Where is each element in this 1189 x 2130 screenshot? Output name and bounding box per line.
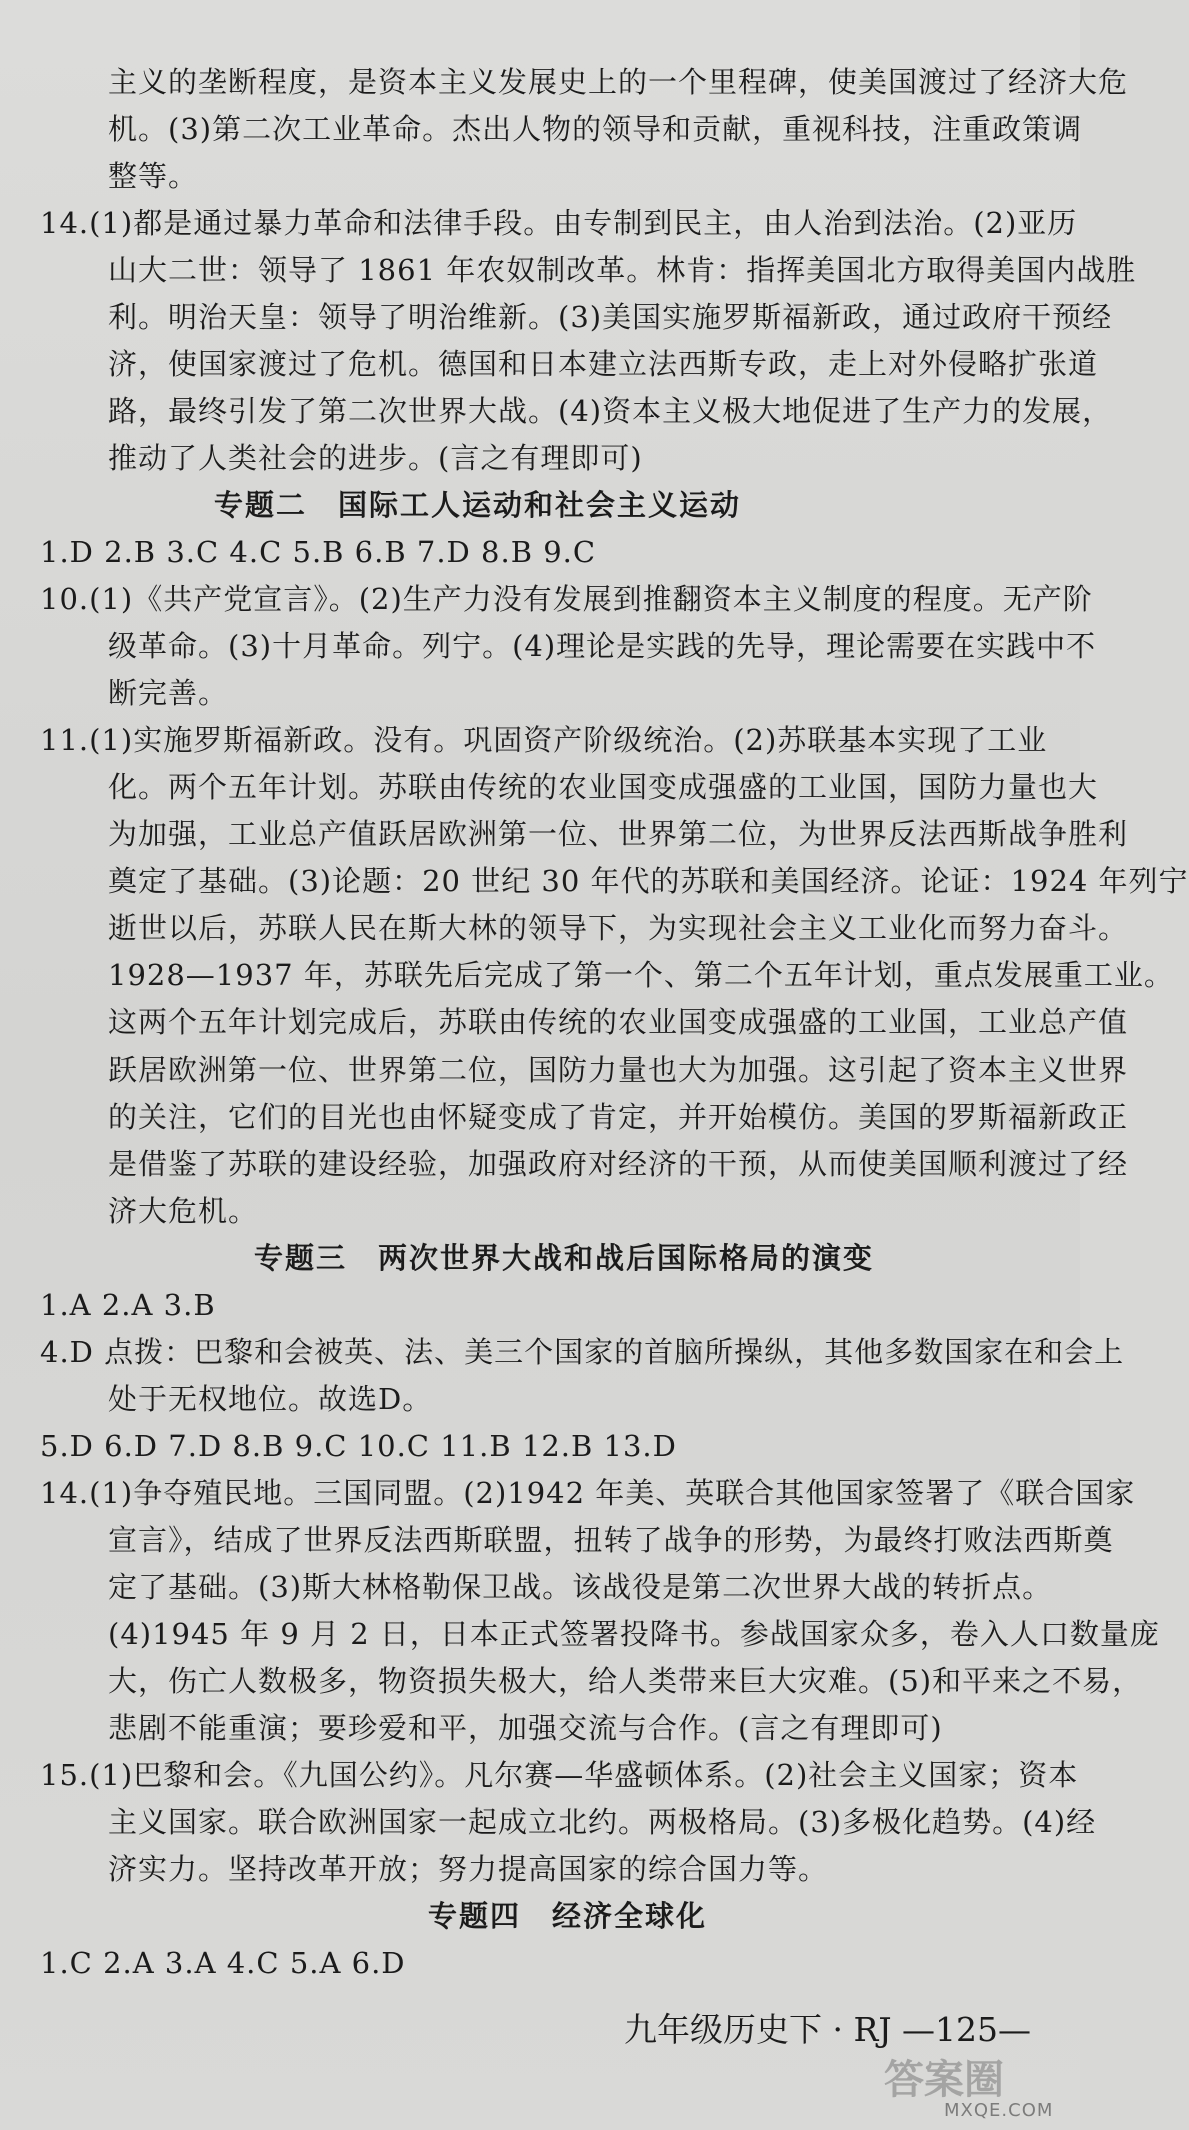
text-line: 1.D 2.B 3.C 4.C 5.B 6.B 7.D 8.B 9.C — [40, 535, 597, 569]
text-line: 路，最终引发了第二次世界大战。(4)资本主义极大地促进了生产力的发展， — [108, 394, 1113, 428]
text-line: 4.D 点拨：巴黎和会被英、法、美三个国家的首脑所操纵，其他多数国家在和会上 — [40, 1335, 1125, 1369]
text-line: 1.C 2.A 3.A 4.C 5.A 6.D — [40, 1946, 406, 1980]
text-line: 逝世以后，苏联人民在斯大林的领导下，为实现社会主义工业化而努力奋斗。 — [108, 911, 1129, 945]
text-line: 10.(1)《共产党宣言》。(2)生产力没有发展到推翻资本主义制度的程度。无产阶 — [40, 582, 1093, 616]
text-line: 奠定了基础。(3)论题：20 世纪 30 年代的苏联和美国经济。论证：1924 年列宁 — [108, 864, 1189, 898]
text-line: 悲剧不能重演；要珍爱和平，加强交流与合作。(言之有理即可) — [108, 1711, 943, 1745]
text-line: 这两个五年计划完成后，苏联由传统的农业国变成强盛的工业国，工业总产值 — [108, 1005, 1129, 1039]
text-line: 宣言》，结成了世界反法西斯联盟，扭转了战争的形势，为最终打败法西斯奠 — [108, 1523, 1114, 1557]
text-line: 济，使国家渡过了危机。德国和日本建立法西斯专政，走上对外侵略扩张道 — [108, 347, 1099, 381]
text-line: 推动了人类社会的进步。(言之有理即可) — [108, 441, 643, 475]
text-line: 的关注，它们的目光也由怀疑变成了肯定，并开始模仿。美国的罗斯福新政正 — [108, 1100, 1129, 1134]
text-line: 主义国家。联合欧洲国家一起成立北约。两极格局。(3)多极化趋势。(4)经 — [108, 1805, 1097, 1839]
text-line: 处于无权地位。故选D。 — [108, 1382, 433, 1416]
text-line: 5.D 6.D 7.D 8.B 9.C 10.C 11.B 12.B 13.D — [40, 1429, 677, 1463]
text-line: 1928—1937 年，苏联先后完成了第一个、第二个五年计划，重点发展重工业。 — [108, 958, 1174, 992]
page-footer: 九年级历史下 · RJ —125— — [624, 2010, 1032, 2049]
text-line: 机。(3)第二次工业革命。杰出人物的领导和贡献，重视科技，注重政策调 — [108, 112, 1083, 146]
text-line: 跃居欧洲第一位、世界第二位，国防力量也大为加强。这引起了资本主义世界 — [108, 1053, 1129, 1087]
text-line: 为加强，工业总产值跃居欧洲第一位、世界第二位，为世界反法西斯战争胜利 — [108, 817, 1129, 851]
text-line: 1.A 2.A 3.B — [40, 1288, 216, 1322]
text-line: 定了基础。(3)斯大林格勒保卫战。该战役是第二次世界大战的转折点。 — [108, 1570, 1053, 1604]
text-line: 济实力。坚持改革开放；努力提高国家的综合国力等。 — [108, 1852, 829, 1886]
text-line: 是借鉴了苏联的建设经验，加强政府对经济的干预，从而使美国顺利渡过了经 — [108, 1147, 1129, 1181]
text-line: 断完善。 — [108, 676, 229, 710]
watermark-logo: 答案圈 — [884, 2057, 1004, 2103]
text-line: 11.(1)实施罗斯福新政。没有。巩固资产阶级统治。(2)苏联基本实现了工业 — [40, 723, 1048, 757]
text-line: 化。两个五年计划。苏联由传统的农业国变成强盛的工业国，国防力量也大 — [108, 770, 1099, 804]
text-line: 15.(1)巴黎和会。《九国公约》。凡尔赛—华盛顿体系。(2)社会主义国家；资本 — [40, 1758, 1079, 1792]
text-line: 山大二世：领导了 1861 年农奴制改革。林肯：指挥美国北方取得美国内战胜 — [108, 253, 1137, 287]
section-heading: 专题二 国际工人运动和社会主义运动 — [214, 488, 742, 522]
text-line: 14.(1)都是通过暴力革命和法律手段。由专制到民主，由人治到法治。(2)亚历 — [40, 206, 1078, 240]
text-line: 大，伤亡人数极多，物资损失极大，给人类带来巨大灾难。(5)和平来之不易， — [108, 1664, 1143, 1698]
text-line: 主义的垄断程度，是资本主义发展史上的一个里程碑，使美国渡过了经济大危 — [108, 65, 1129, 99]
text-line: (4)1945 年 9 月 2 日，日本正式签署投降书。参战国家众多，卷入人口数量庞 — [108, 1617, 1160, 1651]
text-line: 济大危机。 — [108, 1194, 259, 1228]
watermark-url: MXQE.COM — [944, 2100, 1054, 2121]
text-line: 整等。 — [108, 159, 199, 193]
text-line: 级革命。(3)十月革命。列宁。(4)理论是实践的先导，理论需要在实践中不 — [108, 629, 1097, 663]
text-line: 利。明治天皇：领导了明治维新。(3)美国实施罗斯福新政，通过政府干预经 — [108, 300, 1113, 334]
section-heading: 专题三 两次世界大战和战后国际格局的演变 — [254, 1241, 875, 1275]
text-line: 14.(1)争夺殖民地。三国同盟。(2)1942 年美、英联合其他国家签署了《联合国家 — [40, 1476, 1136, 1510]
section-heading: 专题四 经济全球化 — [428, 1899, 708, 1933]
